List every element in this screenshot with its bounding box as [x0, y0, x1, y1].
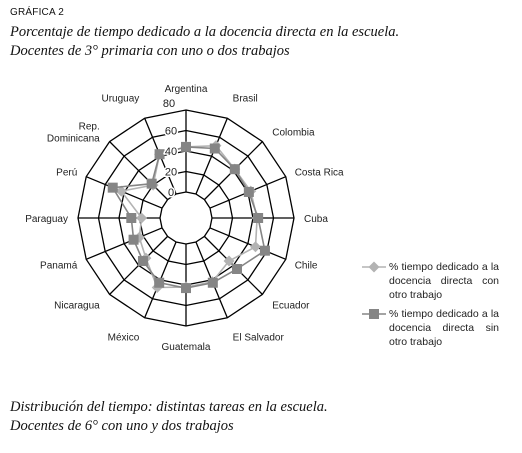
series-1-point-11	[129, 235, 139, 245]
series-1-point-5	[260, 246, 270, 256]
tick-label-80: 80	[162, 98, 176, 110]
chart-title-line-1: Porcentaje de tiempo dedicado a la docencia directa en la escuela.	[10, 24, 400, 40]
axis-label-10: Nicaragua	[54, 300, 100, 312]
series-1-point-13	[108, 183, 118, 193]
grid-ring-0	[160, 192, 212, 244]
grid-spoke-5	[210, 228, 286, 259]
legend-label-con-otro-trabajo: % tiempo dedicado a la docencia directa con otro trabajo	[389, 261, 499, 301]
series-1-point-14	[147, 179, 157, 189]
series-1-point-3	[244, 187, 254, 197]
axis-label-14: Rep. Dominicana	[46, 121, 100, 145]
series-1-point-0	[181, 142, 191, 152]
axis-label-0: Argentina	[164, 84, 208, 95]
square-marker-icon	[362, 307, 386, 321]
axis-label-8: Guatemala	[161, 342, 211, 353]
footer-line-1: Distribución del tiempo: distintas tareas en la escuela.	[10, 399, 328, 415]
tick-label-40: 40	[164, 146, 178, 158]
axis-label-2: Colombia	[272, 127, 315, 139]
footer-line-2: Docentes de 6° con uno y dos trabajos	[10, 418, 234, 434]
grid-spoke-11	[86, 228, 162, 259]
series-1-point-9	[154, 278, 164, 288]
series-1-point-4	[253, 213, 263, 223]
series-1-point-2	[230, 164, 240, 174]
figure-label: GRÁFICA 2	[10, 7, 65, 18]
axis-label-1: Brasil	[232, 93, 258, 105]
axis-label-7: El Salvador	[232, 332, 284, 344]
series-1-point-10	[138, 256, 148, 266]
footer-caption	[10, 398, 515, 436]
axis-label-15: Uruguay	[101, 93, 140, 105]
tick-label-20: 20	[164, 166, 178, 179]
axis-label-5: Chile	[294, 260, 318, 272]
axis-label-11: Panamá	[40, 260, 78, 272]
series-1-point-1	[210, 144, 220, 154]
series-1-point-6	[232, 264, 242, 274]
axis-label-3: Costa Rica	[294, 167, 344, 179]
series-1-point-7	[208, 278, 218, 288]
tick-label-0: 0	[167, 187, 175, 199]
legend-label-sin-otro-trabajo: % tiempo dedicado a la docencia directa sin otro trabajo	[389, 308, 499, 348]
axis-label-13: Perú	[56, 167, 78, 179]
series-1-point-8	[181, 283, 191, 293]
tick-label-60: 60	[164, 125, 178, 138]
series-0-point-5	[250, 241, 261, 252]
axis-label-12: Paraguay	[25, 214, 68, 225]
diamond-marker-icon	[362, 260, 386, 274]
series-1-point-15	[155, 149, 165, 159]
series-1-point-12	[126, 213, 136, 223]
axis-label-6: Ecuador	[272, 300, 310, 312]
axis-label-9: México	[107, 332, 140, 344]
chart-title-line-2: Docentes de 3° primaria con uno o dos trabajos	[10, 43, 290, 59]
axis-label-4: Cuba	[304, 214, 328, 225]
